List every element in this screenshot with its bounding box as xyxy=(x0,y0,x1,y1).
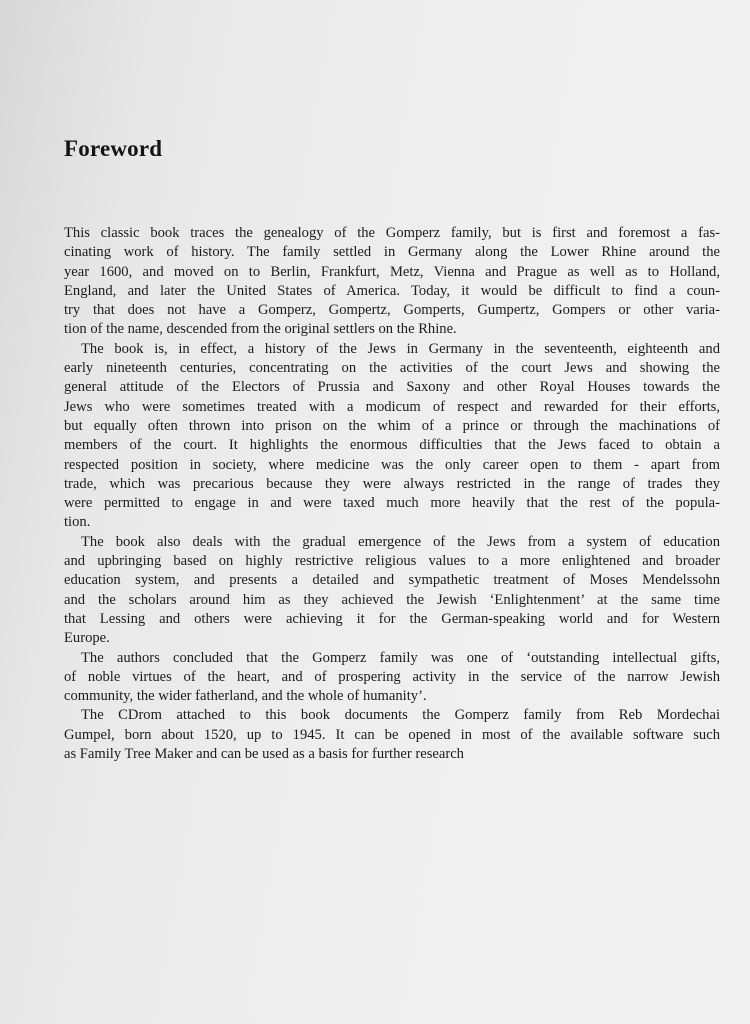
text-line: Europe. xyxy=(64,630,110,647)
text-line: Gumpel, born about 1520, up to 1945. It can be opened in most of the available software such xyxy=(64,726,720,743)
text-line: The CDrom attached to this book documents the Gomperz family from Reb Mordechai xyxy=(81,707,720,724)
paragraph xyxy=(64,224,720,340)
text-line: of noble virtues of the heart, and of prospering activity in the service of the narrow Jewish xyxy=(64,668,720,685)
text-line: general attitude of the Electors of Prussia and Saxony and other Royal Houses towards the xyxy=(64,379,720,396)
text-line: This classic book traces the genealogy of the Gomperz family, but is first and foremost a fas- xyxy=(64,225,720,241)
text-line: try that does not have a Gomperz, Gompertz, Gomperts, Gumpertz, Gompers or other varia- xyxy=(64,302,720,319)
page-title: Foreword xyxy=(64,136,163,161)
text-line: The book also deals with the gradual emergence of the Jews from a system of education xyxy=(81,533,720,550)
text-line: but equally often thrown into prison on the whim of a prince or through the machinations of xyxy=(64,417,720,434)
text-line: respected position in society, where medicine was the only career open to them - apart from xyxy=(64,456,720,473)
text-line: England, and later the United States of America. Today, it would be difficult to find a coun- xyxy=(64,282,720,299)
foreword-body xyxy=(64,224,720,764)
text-line: tion of the name, descended from the original settlers on the Rhine. xyxy=(64,321,457,338)
text-line: early nineteenth centuries, concentrating on the activities of the court Jews and showing the xyxy=(64,360,720,377)
text-line: The authors concluded that the Gomperz family was one of ‘outstanding intellectual gifts, xyxy=(81,649,720,666)
text-line: The book is, in effect, a history of the Jews in Germany in the seventeenth, eighteenth and xyxy=(81,340,720,357)
text-line: that Lessing and others were achieving it for the German-speaking world and for Western xyxy=(64,610,720,627)
paragraph xyxy=(64,706,720,764)
paragraph xyxy=(64,533,720,649)
text-line: trade, which was precarious because they were always restricted in the range of trades they xyxy=(64,475,720,492)
text-line: community, the wider fatherland, and the whole of humanity’. xyxy=(64,688,427,705)
text-line: and the scholars around him as they achieved the Jewish ‘Enlightenment’ at the same time xyxy=(64,591,720,608)
text-line: year 1600, and moved on to Berlin, Frankfurt, Metz, Vienna and Prague as well as to Holland, xyxy=(64,263,720,280)
text-line: members of the court. It highlights the enormous difficulties that the Jews faced to obtain a xyxy=(64,437,720,454)
paragraph xyxy=(64,340,720,533)
text-line: cinating work of history. The family settled in Germany along the Lower Rhine around the xyxy=(64,244,720,261)
paragraph xyxy=(64,649,720,707)
text-line: tion. xyxy=(64,514,91,531)
text-line: education system, and presents a detailed and sympathetic treatment of Moses Mendelssohn xyxy=(64,572,720,589)
text-line: as Family Tree Maker and can be used as a basis for further research xyxy=(64,746,464,763)
text-line: and upbringing based on highly restrictive religious values to a more enlightened and broader xyxy=(64,553,720,570)
text-line: Jews who were sometimes treated with a modicum of respect and rewarded for their efforts, xyxy=(64,398,720,415)
text-line: were permitted to engage in and were taxed much more heavily that the rest of the popula- xyxy=(64,495,720,512)
